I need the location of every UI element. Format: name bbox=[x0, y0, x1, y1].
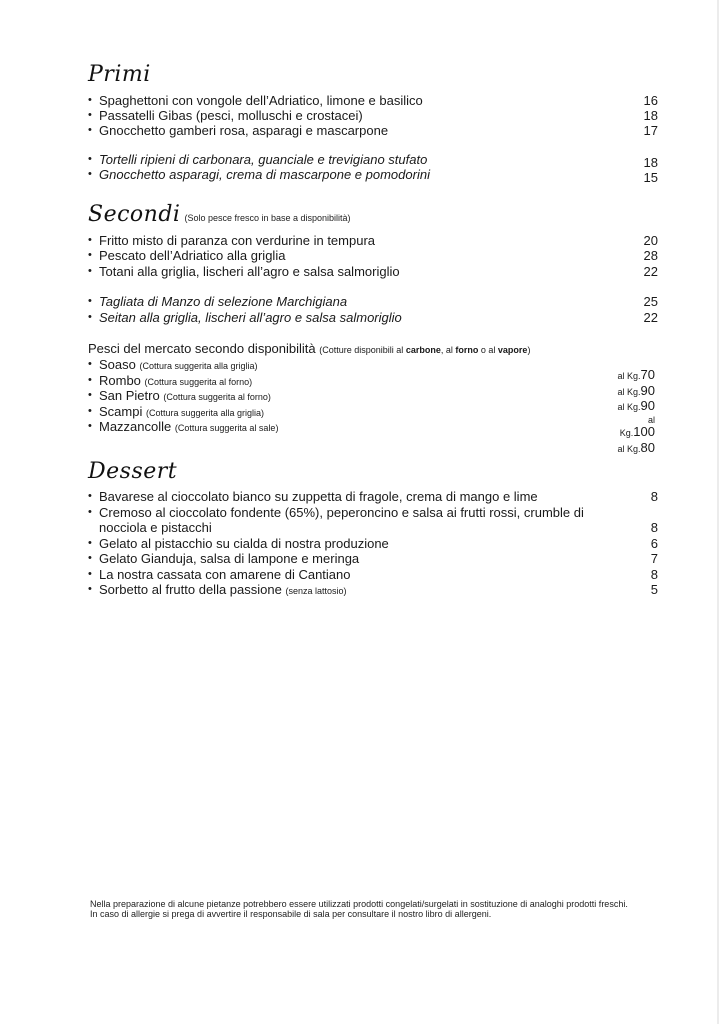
item-price: 28 bbox=[643, 248, 658, 263]
item-price: 16 bbox=[643, 93, 658, 108]
item-name: Mazzancolle bbox=[99, 419, 172, 434]
secondi-note: (Solo pesce fresco in base a disponibilità) bbox=[184, 213, 351, 223]
item-price: 22 bbox=[643, 310, 658, 325]
item-name: Bavarese al cioccolato bianco su zuppetta di fragole, crema di mango e lime bbox=[99, 489, 538, 504]
item-price: 8 bbox=[650, 567, 658, 582]
section-title-dessert: Dessert bbox=[88, 459, 178, 484]
item-name: Rombo bbox=[99, 373, 141, 388]
item-name: Passatelli Gibas (pesci, molluschi e crostacei) bbox=[99, 108, 363, 123]
item-name: Totani alla griglia, lischeri all’agro e salsa salmoriglio bbox=[99, 264, 400, 279]
kg-price: al bbox=[647, 415, 655, 425]
item-name: Spaghettoni con vongole dell’Adriatico, limone e basilico bbox=[99, 93, 423, 108]
item-name: Tortelli ripieni di carbonara, guanciale e trevigiano stufato bbox=[99, 152, 428, 167]
item-name: Scampi bbox=[99, 404, 143, 419]
item-name: San Pietro bbox=[99, 388, 160, 403]
kg-price: Kg.100 bbox=[619, 424, 655, 439]
item-note: (Cottura suggerita alla griglia) bbox=[139, 361, 258, 371]
item-note: (senza lattosio) bbox=[285, 586, 347, 596]
footer-line-allergens: In caso di allergie si prega di avvertire il responsabile di sala per consultare il nostro libro di allergeni. bbox=[90, 909, 492, 919]
item-price: 17 bbox=[643, 123, 658, 138]
item-name: La nostra cassata con amarene di Cantiano bbox=[99, 567, 351, 582]
item-price: 22 bbox=[643, 264, 658, 279]
item-name: Gnocchetto gamberi rosa, asparagi e mascarpone bbox=[99, 123, 389, 138]
item-name: Tagliata di Manzo di selezione Marchigiana bbox=[99, 294, 348, 309]
item-name: Gnocchetto asparagi, crema di mascarpone e pomodorini bbox=[99, 167, 430, 182]
item-name: Gelato al pistacchio su cialda di nostra produzione bbox=[99, 536, 389, 551]
item-name: Cremoso al cioccolato fondente (65%), peperoncino e salsa ai frutti rossi, crumble di nocciola e pistacchi bbox=[99, 505, 584, 535]
item-name: Sorbetto al frutto della passione bbox=[99, 582, 282, 597]
item-price: 6 bbox=[650, 536, 658, 551]
item-note: (Cottura suggerita al forno) bbox=[144, 377, 253, 387]
item-name: Gelato Gianduja, salsa di lampone e meringa bbox=[99, 551, 360, 566]
kg-price: al Kg.90 bbox=[617, 383, 655, 398]
item-price: 18 bbox=[643, 108, 658, 123]
item-price: 18 bbox=[643, 155, 658, 170]
page-edge bbox=[717, 0, 719, 1024]
section-title-primi: Primi bbox=[88, 62, 151, 87]
item-note: (Cottura suggerita al sale) bbox=[174, 423, 279, 433]
item-price: 20 bbox=[643, 233, 658, 248]
item-name: Soaso bbox=[99, 357, 136, 372]
item-note: (Cottura suggerita al forno) bbox=[163, 392, 271, 402]
item-name: Pescato dell’Adriatico alla griglia bbox=[99, 248, 286, 263]
item-price: 7 bbox=[650, 551, 658, 566]
kg-price: al Kg.80 bbox=[617, 440, 655, 455]
item-name: Seitan alla griglia, lischeri all’agro e salsa salmoriglio bbox=[99, 310, 402, 325]
market-heading: Pesci del mercato secondo disponibilità (Cotture disponibili al carbone, al forno o al vapore) bbox=[88, 341, 531, 356]
item-note: (Cottura suggerita alla griglia) bbox=[145, 408, 265, 418]
section-title-secondi: Secondi (Solo pesce fresco in base a disponibilità) bbox=[88, 202, 351, 227]
item-price: 5 bbox=[650, 582, 658, 597]
kg-price: al Kg.90 bbox=[617, 398, 655, 413]
allergen-footer bbox=[90, 899, 660, 919]
footer-line-frozen: Nella preparazione di alcune pietanze potrebbero essere utilizzati prodotti congelati/surgelati in sostituzione di analoghi prodotti freschi. bbox=[90, 899, 628, 909]
kg-price: al Kg.70 bbox=[617, 367, 655, 382]
item-price: 15 bbox=[643, 170, 658, 185]
item-price: 25 bbox=[643, 294, 658, 309]
item-name: Fritto misto di paranza con verdurine in tempura bbox=[99, 233, 376, 248]
market-note: (Cotture disponibili al carbone, al forno o al vapore) bbox=[319, 345, 531, 355]
item-price: 8 bbox=[650, 520, 658, 535]
item-price: 8 bbox=[650, 489, 658, 504]
